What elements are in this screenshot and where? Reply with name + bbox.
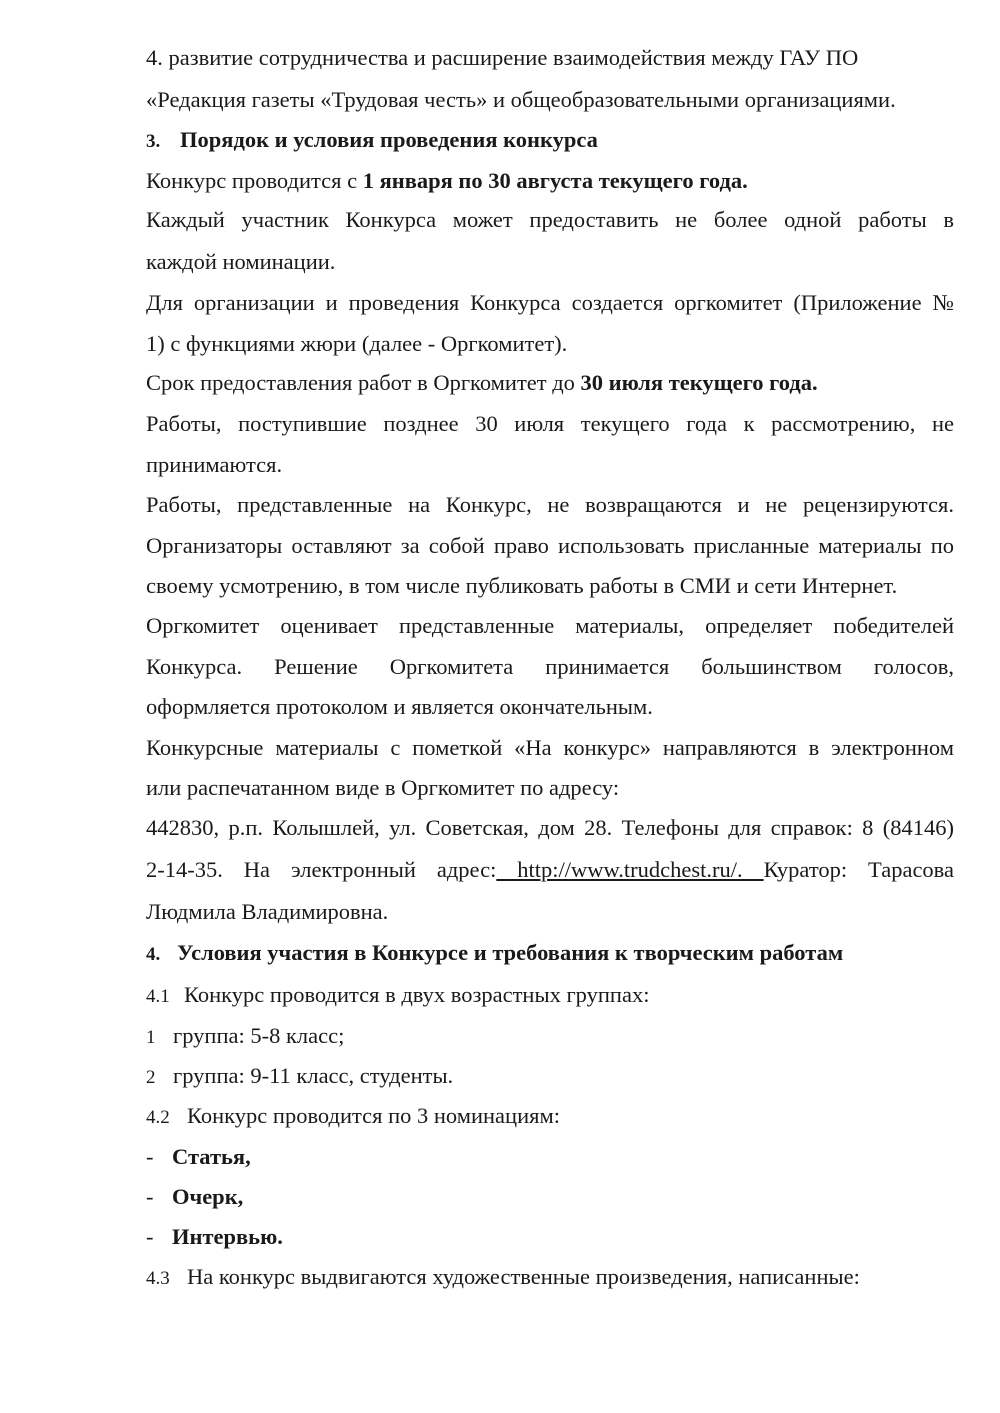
item-4-3: [146, 1262, 954, 1294]
section-3-title: Порядок и условия проведения конкурса: [180, 127, 598, 152]
nomination-3-text: Интервью.: [172, 1224, 283, 1249]
group-1-text: группа: 5-8 класс;: [173, 1023, 345, 1048]
item-4-3-text: На конкурс выдвигаются художественные произведения, написанные:: [187, 1264, 860, 1289]
paragraph-address-line-3: Людмила Владимировна.: [146, 899, 389, 924]
paragraph-committee-line-2: 1) с функциями жюри (далее - Оргкомитет).: [146, 331, 568, 356]
paragraph-works-line-3: своему усмотрению, в том числе публиковать работы в СМИ и сети Интернет.: [146, 573, 898, 598]
paragraph-works-line-2: Организаторы оставляют за собой право использовать присланные материалы по: [146, 533, 954, 558]
item-4-2-number: 4.2: [146, 1107, 170, 1128]
nomination-2: [146, 1182, 954, 1212]
nomination-1-dash: -: [146, 1144, 154, 1169]
item-4-2-text: Конкурс проводится по 3 номинациям:: [187, 1103, 560, 1128]
paragraph-deadline: [146, 368, 954, 398]
paragraph-address-line-1: 442830, р.п. Колышлей, ул. Советская, дом 28. Телефоны для справок: 8 (84146): [146, 815, 954, 840]
paragraph-entries-line-1: Каждый участник Конкурса может предоставить не более одной работы в: [146, 207, 954, 232]
item-4-1-number: 4.1: [146, 986, 170, 1007]
group-2: [146, 1061, 954, 1093]
paragraph-materials-line-1: Конкурсные материалы с пометкой «На конкурс» направляются в электронном: [146, 735, 954, 760]
paragraph-evaluation-line-3: оформляется протоколом и является окончательным.: [146, 694, 653, 719]
nomination-3: [146, 1222, 954, 1252]
curator-label: Куратор: Тарасова: [763, 857, 954, 882]
section-4-heading: [146, 938, 954, 970]
deadline-text: Срок предоставления работ в Оргкомитет до: [146, 370, 581, 395]
paragraph-evaluation-line-2: Конкурса. Решение Оргкомитета принимается большинством голосов,: [146, 654, 954, 679]
dates-text: Конкурс проводится с: [146, 168, 363, 193]
nomination-2-text: Очерк,: [172, 1184, 244, 1209]
website-link[interactable]: http://www.trudchest.ru/.: [496, 857, 764, 882]
item-4-1: [146, 980, 954, 1012]
item-4-1-text: Конкурс проводится в двух возрастных группах:: [184, 982, 650, 1007]
nomination-1-text: Статья,: [172, 1144, 251, 1169]
dates-bold: 1 января по 30 августа текущего года.: [362, 168, 748, 193]
paragraph-goal-line-2: «Редакция газеты «Трудовая честь» и общеобразовательными организациями.: [146, 87, 896, 112]
nomination-2-dash: -: [146, 1184, 154, 1209]
section-3-heading: [146, 125, 954, 157]
paragraph-address-line-2: [146, 855, 954, 885]
group-1-number: 1: [146, 1027, 156, 1048]
paragraph-evaluation-line-1: Оргкомитет оценивает представленные материалы, определяет победителей: [146, 613, 954, 638]
section-4-number: 4.: [146, 944, 161, 965]
paragraph-committee-line-1: Для организации и проведения Конкурса создается оргкомитет (Приложение №: [146, 290, 954, 315]
section-4-title: Условия участия в Конкурсе и требования к творческим работам: [177, 940, 844, 965]
paragraph-late-line-2: принимаются.: [146, 452, 283, 477]
group-2-number: 2: [146, 1067, 156, 1088]
address-email-label: 2-14-35. На электронный адрес:: [146, 857, 497, 882]
item-4-2: [146, 1101, 954, 1133]
paragraph-materials-line-2: или распечатанном виде в Оргкомитет по адресу:: [146, 775, 620, 800]
paragraph-late-line-1: Работы, поступившие позднее 30 июля текущего года к рассмотрению, не: [146, 411, 954, 436]
item-4-3-number: 4.3: [146, 1268, 170, 1289]
nomination-1: [146, 1142, 954, 1172]
group-2-text: группа: 9-11 класс, студенты.: [173, 1063, 454, 1088]
paragraph-entries-line-2: каждой номинации.: [146, 249, 336, 274]
paragraph-goal-line-1: 4. развитие сотрудничества и расширение взаимодействия между ГАУ ПО: [146, 45, 859, 70]
nomination-3-dash: -: [146, 1224, 154, 1249]
paragraph-works-line-1: Работы, представленные на Конкурс, не возвращаются и не рецензируются.: [146, 492, 954, 517]
paragraph-dates: [146, 166, 954, 196]
deadline-bold: 30 июля текущего года.: [580, 370, 818, 395]
section-3-number: 3.: [146, 131, 161, 152]
group-1: [146, 1021, 954, 1053]
